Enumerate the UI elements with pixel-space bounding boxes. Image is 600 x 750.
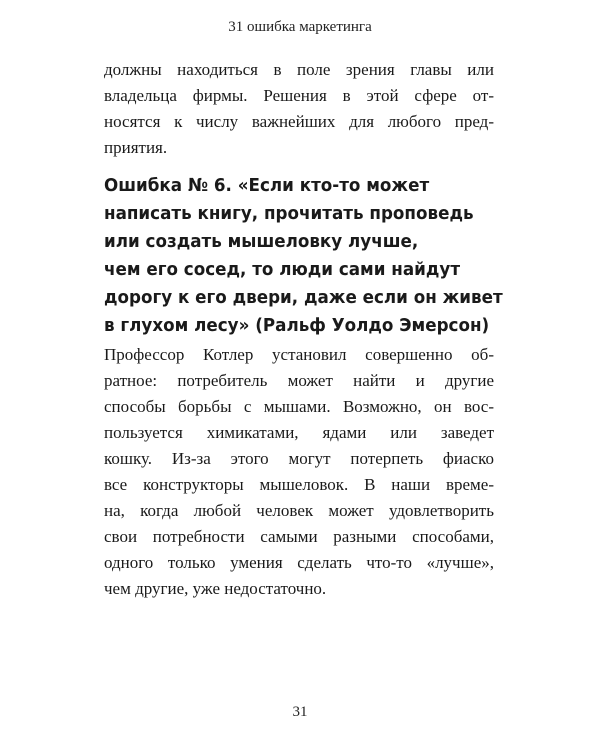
- body-paragraph: [104, 342, 494, 602]
- heading-line: или создать мышеловку лучше,: [104, 231, 419, 252]
- text-line: носятся к числу важнейших для любого пред-: [104, 112, 494, 131]
- text-line: приятия.: [104, 138, 168, 157]
- heading-line: Ошибка № 6. «Если кто-то может: [104, 175, 430, 196]
- text-line: одного только умения сделать что-то «лучше»,: [104, 553, 494, 572]
- heading-line: чем его сосед, то люди сами найдут: [104, 259, 461, 280]
- text-line: свои потребности самыми разными способами,: [104, 527, 494, 546]
- text-line: пользуется химикатами, ядами или заведет: [104, 423, 494, 442]
- heading-line: дорогу к его двери, даже если он живет: [104, 287, 503, 308]
- text-line: должны находиться в поле зрения главы или: [104, 60, 494, 79]
- intro-paragraph: [104, 57, 494, 161]
- text-line: чем другие, уже недостаточно.: [104, 579, 327, 598]
- heading-line: написать книгу, прочитать проповедь: [104, 203, 474, 224]
- heading-line: в глухом лесу» (Ральф Уолдо Эмерсон): [104, 315, 490, 336]
- page-number: 31: [292, 704, 308, 720]
- running-head: 31 ошибка маркетинга: [228, 19, 372, 35]
- text-line: Профессор Котлер установил совершенно об-: [104, 345, 494, 364]
- text-line: кошку. Из-за этого могут потерпеть фиаско: [104, 449, 494, 468]
- text-line: владельца фирмы. Решения в этой сфере от-: [104, 86, 494, 105]
- section-heading: [104, 172, 503, 340]
- text-line: ратное: потребитель может найти и другие: [104, 371, 494, 390]
- text-line: все конструкторы мышеловок. В наши време-: [104, 475, 494, 494]
- text-line: на, когда любой человек может удовлетворить: [104, 501, 494, 520]
- text-line: способы борьбы с мышами. Возможно, он вос-: [104, 397, 494, 416]
